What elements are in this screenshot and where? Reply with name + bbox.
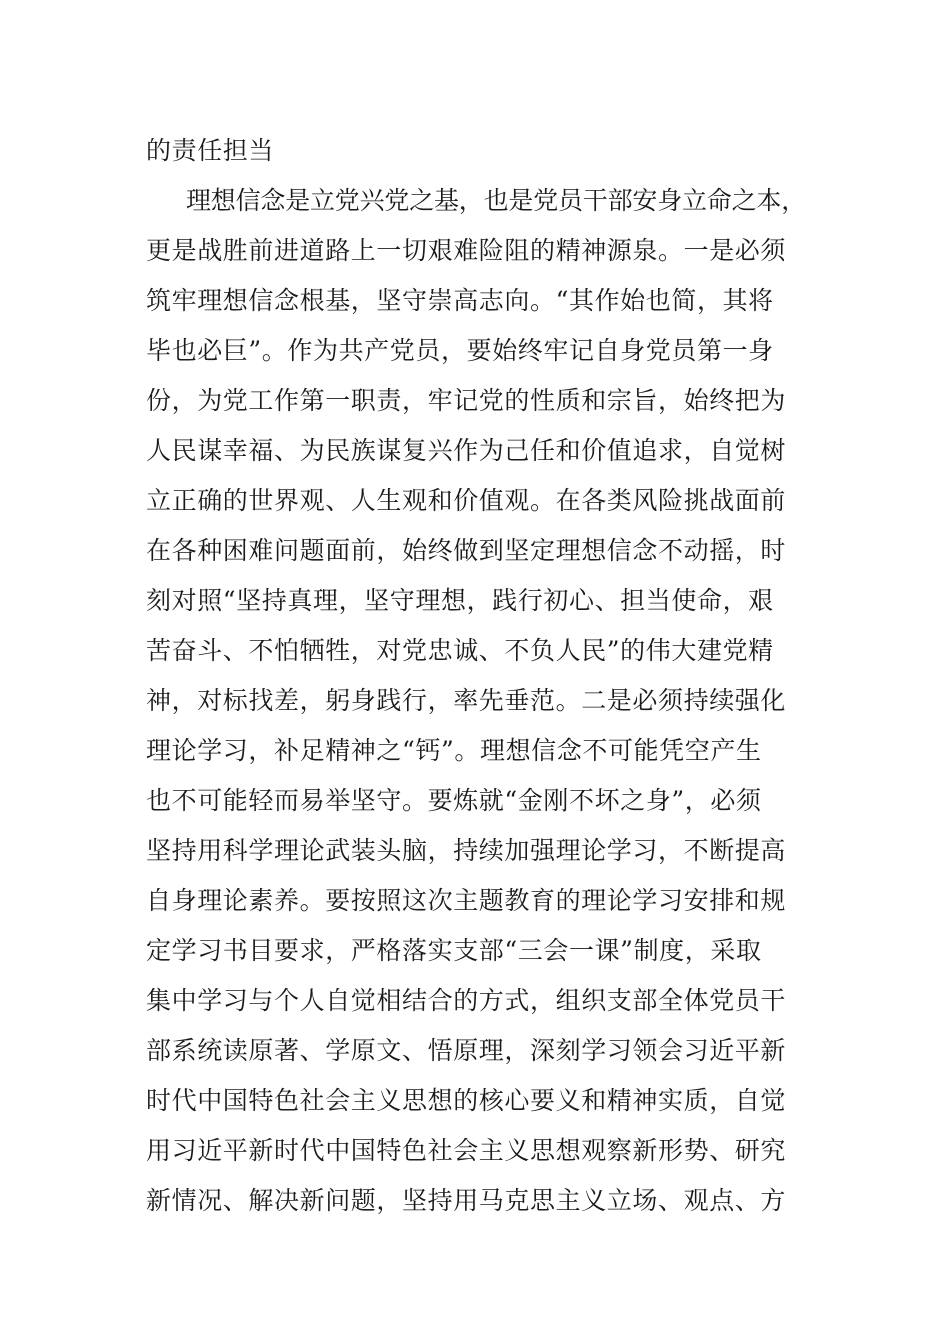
text-line: 筑牢理想信念根基，坚守崇高志向。“其作始也简，其将 — [146, 286, 774, 315]
text-line: 在各种困难问题面前，始终做到坚定理想信念不动摇，时 — [146, 536, 787, 565]
text-line: 自身理论素养。要按照这次主题教育的理论学习安排和规 — [146, 886, 787, 915]
text-line: 刻对照“坚持真理，坚守理想，践行初心、担当使命，艰 — [146, 586, 774, 615]
text-line: 用习近平新时代中国特色社会主义思想观察新形势、研究 — [146, 1136, 787, 1165]
text-line: 人民谋幸福、为民族谋复兴作为己任和价值追求，自觉树 — [146, 436, 787, 465]
text-line: 苦奋斗、不怕牺牲，对党忠诚、不负人民”的伟大建党精 — [146, 636, 774, 665]
text-line: 部系统读原著、学原文、悟原理，深刻学习领会习近平新 — [146, 1036, 787, 1065]
text-line: 理论学习，补足精神之“钙”。理想信念不可能凭空产生 — [146, 736, 762, 765]
text-line: 时代中国特色社会主义思想的核心要义和精神实质，自觉 — [146, 1086, 787, 1115]
text-line: 的责任担当 — [146, 136, 275, 165]
paragraph-first-line: 理想信念是立党兴党之基，也是党员干部安身立命之本， — [186, 186, 807, 215]
text-line: 也不可能轻而易举坚守。要炼就“金刚不坏之身”，必须 — [146, 786, 762, 815]
text-line: 神，对标找差，躬身践行，率先垂范。二是必须持续强化 — [146, 686, 787, 715]
text-line: 更是战胜前进道路上一切艰难险阻的精神源泉。一是必须 — [146, 236, 787, 265]
text-line: 集中学习与个人自觉相结合的方式，组织支部全体党员干 — [146, 986, 787, 1015]
text-line: 份，为党工作第一职责，牢记党的性质和宗旨，始终把为 — [146, 386, 787, 415]
text-line: 毕也必巨”。作为共产党员，要始终牢记自身党员第一身 — [146, 336, 774, 365]
text-line: 立正确的世界观、人生观和价值观。在各类风险挑战面前 — [146, 486, 787, 515]
text-line: 定学习书目要求，严格落实支部“三会一课”制度，采取 — [146, 936, 762, 965]
text-line: 新情况、解决新问题，坚持用马克思主义立场、观点、方 — [146, 1186, 787, 1215]
text-line: 坚持用科学理论武装头脑，持续加强理论学习，不断提高 — [146, 836, 787, 865]
